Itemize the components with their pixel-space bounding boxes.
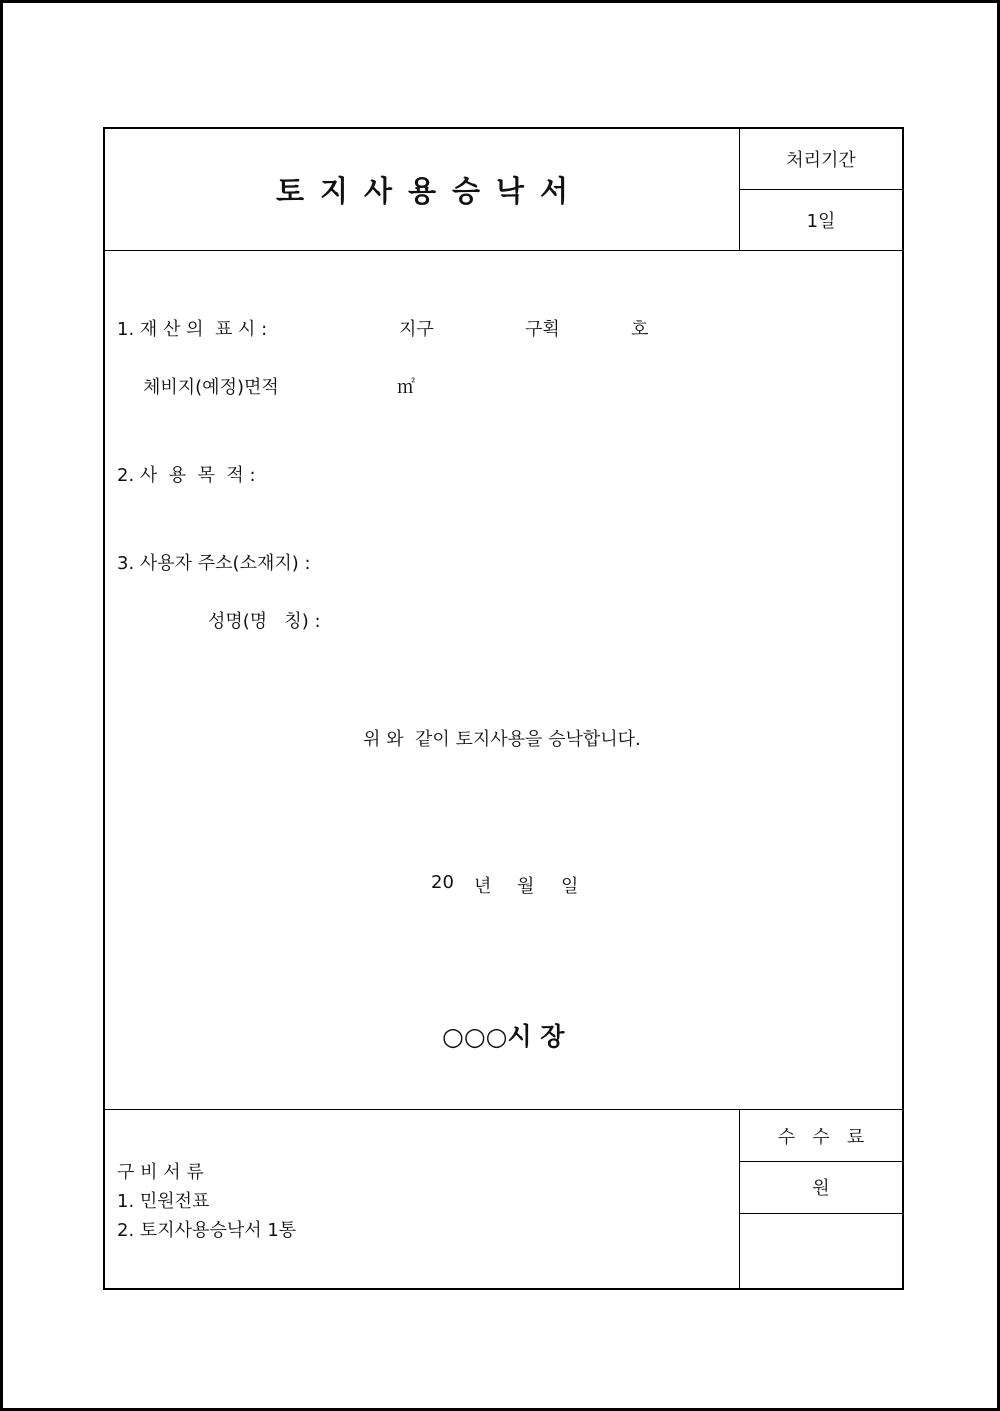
- required-doc-item: 2. 토지사용승낙서 1통: [117, 1220, 297, 1241]
- issuer-signature: ○○○시 장: [442, 1022, 565, 1051]
- date-century: 20: [431, 872, 454, 893]
- property-label: 1. 재 산 의 표 시 :: [117, 319, 268, 340]
- required-doc-item: 1. 민원전표: [117, 1191, 210, 1212]
- date-day: 일: [561, 876, 579, 897]
- required-docs-heading: 구 비 서 류: [117, 1162, 204, 1183]
- lot-number-label: 호: [631, 319, 649, 340]
- fee-value: 원: [740, 1161, 902, 1214]
- date-month: 월: [517, 876, 535, 897]
- land-use-consent-form: [103, 127, 904, 1290]
- required-documents: [117, 1158, 296, 1245]
- consent-statement: 위 와 같이 토지사용을 승낙합니다.: [363, 729, 641, 750]
- processing-period-label: 처리기간: [740, 129, 902, 190]
- area-unit: ㎡: [397, 377, 415, 398]
- title-cell: [105, 129, 740, 251]
- date-year: 년: [474, 876, 492, 897]
- form-title: 토지사용승낙서: [275, 174, 585, 208]
- purpose-label: 2. 사 용 목 적 :: [117, 465, 256, 486]
- user-address-label: 3. 사용자 주소(소재지) :: [117, 553, 311, 574]
- fee-label: 수 수 료: [740, 1109, 902, 1162]
- area-label: 체비지(예정)면적: [143, 377, 279, 398]
- user-name-label: 성명(명 칭) :: [208, 611, 321, 632]
- processing-period-value: 1일: [740, 190, 902, 251]
- required-documents-cell: [105, 1109, 740, 1289]
- district-label: 지구: [399, 319, 434, 340]
- block-label: 구획: [525, 319, 560, 340]
